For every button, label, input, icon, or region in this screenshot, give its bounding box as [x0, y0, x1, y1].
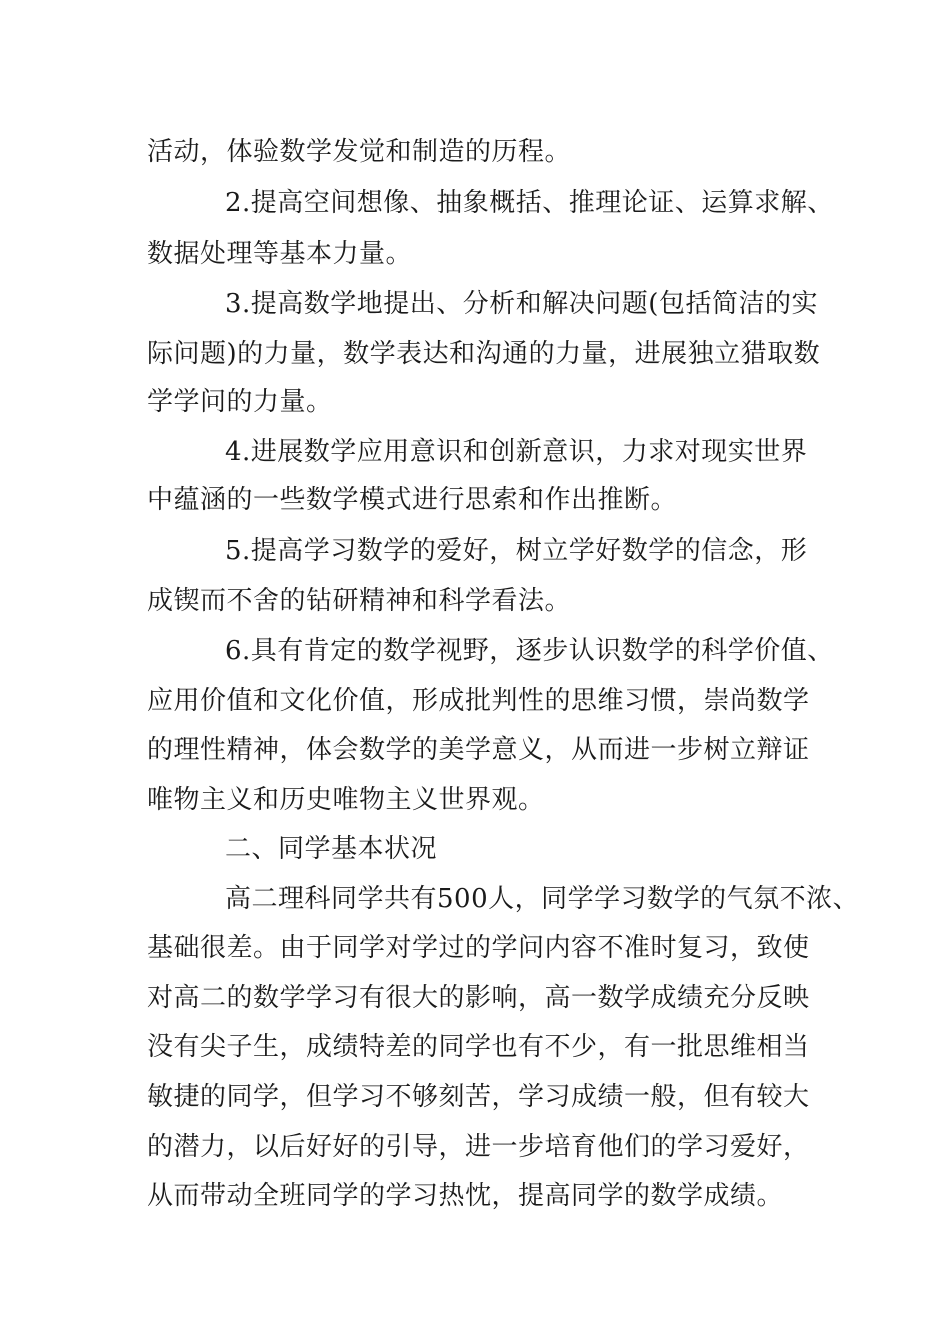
item-6-line-2: 应用价值和文化价值，形成批判性的思维习惯，崇尚数学 [147, 686, 810, 716]
paragraph-2-line-4: 没有尖子生，成绩特差的同学也有不少，有一批思维相当 [147, 1032, 810, 1062]
paragraph-2-line-3: 对高二的数学学习有很大的影响，高一数学成绩充分反映 [147, 983, 810, 1013]
item-3-line-3: 学学问的力量。 [147, 387, 333, 417]
item-4-line-1: 4.进展数学应用意识和创新意识，力求对现实世界 [225, 437, 808, 467]
item-6-line-4: 唯物主义和历史唯物主义世界观。 [147, 785, 545, 815]
item-3-line-1: 3.提高数学地提出、分析和解决问题(包括简洁的实 [225, 289, 818, 319]
paragraph-2-line-5: 敏捷的同学，但学习不够刻苦，学习成绩一般，但有较大 [147, 1082, 810, 1112]
item-2-line-2: 数据处理等基本力量。 [147, 239, 413, 269]
item-6-line-1: 6.具有肯定的数学视野，逐步认识数学的科学价值、 [225, 636, 834, 666]
item-5-line-1: 5.提高学习数学的爱好，树立学好数学的信念，形 [225, 536, 808, 566]
paragraph-2-line-2: 基础很差。由于同学对学过的学问内容不准时复习，致使 [147, 933, 810, 963]
paragraph-2-line-1: 高二理科同学共有500人，同学学习数学的气氛不浓、 [225, 884, 860, 914]
item-3-line-2: 际问题)的力量，数学表达和沟通的力量，进展独立猎取数 [147, 339, 821, 369]
paragraph-2-line-7: 从而带动全班同学的学习热忱，提高同学的数学成绩。 [147, 1181, 784, 1211]
section-heading: 二、同学基本状况 [225, 834, 438, 864]
paragraph-line-1: 活动，体验数学发觉和制造的历程。 [147, 137, 572, 167]
item-5-line-2: 成锲而不舍的钻研精神和科学看法。 [147, 586, 572, 616]
item-2-line-1: 2.提高空间想像、抽象概括、推理论证、运算求解、 [225, 188, 834, 218]
item-4-line-2: 中蕴涵的一些数学模式进行思索和作出推断。 [147, 485, 678, 515]
item-6-line-3: 的理性精神，体会数学的美学意义，从而进一步树立辩证 [147, 735, 810, 765]
paragraph-2-line-6: 的潜力，以后好好的引导，进一步培育他们的学习爱好， [147, 1132, 810, 1162]
